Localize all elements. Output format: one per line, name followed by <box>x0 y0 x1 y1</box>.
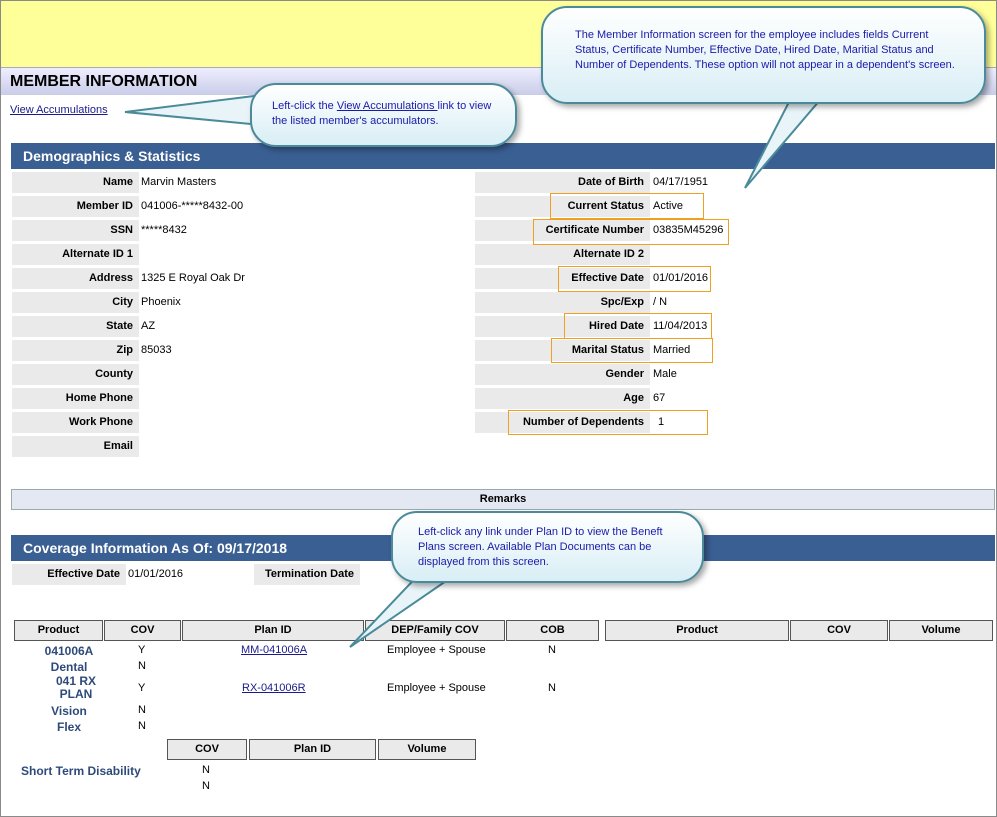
effective-date-value: 01/01/2016 <box>653 272 709 284</box>
age-label: Age <box>475 388 650 409</box>
hired-date-label: Hired Date <box>475 316 650 337</box>
hired-date-value: 11/04/2013 <box>653 320 708 332</box>
state-label: State <box>12 316 139 337</box>
date-of-birth-label: Date of Birth <box>475 172 650 193</box>
plan-link-mm-041006a[interactable]: MM-041006A <box>241 644 308 656</box>
volume-col-header: Volume <box>889 620 993 641</box>
date-of-birth-value: 04/17/1951 <box>653 176 709 188</box>
product-dental: Dental <box>50 660 88 674</box>
gender-label: Gender <box>475 364 650 385</box>
dep-family-cov-col-header: DEP/Family COV <box>365 620 505 641</box>
product-flex: Flex <box>56 720 81 734</box>
accum-callout-link: View Accumulations <box>336 100 438 112</box>
plan-callout: Left-click any link under Plan ID to view the Beneft Plans screen. Available Plan Documents can be displayed from this screen. <box>391 511 704 583</box>
zip-label: Zip <box>12 340 139 361</box>
cov-041-rx-plan: Y <box>138 682 146 694</box>
std-cov-header: COV <box>167 739 247 760</box>
remarks-bar[interactable]: Remarks <box>11 489 995 510</box>
member-id-label: Member ID <box>12 196 139 217</box>
work-phone-label: Work Phone <box>12 412 139 433</box>
name-value: Marvin Masters <box>141 176 217 188</box>
termination-date-label: Termination Date <box>254 564 360 585</box>
std-cov-1: N <box>202 764 210 776</box>
number-of-dependents-label: Number of Dependents <box>475 412 650 433</box>
certificate-number-value: 03835M45296 <box>653 224 724 236</box>
cob-041-rx-plan: N <box>548 682 556 694</box>
alternate-id-2-label: Alternate ID 2 <box>475 244 650 265</box>
cob-col-header: COB <box>506 620 599 641</box>
marital-status-value: Married <box>653 344 691 356</box>
effective-date-label: Effective Date <box>475 268 650 289</box>
spc-exp-value: / N <box>653 296 668 308</box>
marital-status-label: Marital Status <box>475 340 650 361</box>
cob-041006a: N <box>548 644 556 656</box>
current-status-value: Active <box>653 200 683 212</box>
age-value: 67 <box>653 392 666 404</box>
plan-id-col-header: Plan ID <box>182 620 364 641</box>
accumulations-callout <box>250 83 517 147</box>
spc-exp-label: Spc/Exp <box>475 292 650 313</box>
member-callout-pointer <box>745 100 820 188</box>
product-col-header: Product <box>14 620 103 641</box>
number-of-dependents-value: 1 <box>658 416 665 428</box>
std-volume-header: Volume <box>378 739 476 760</box>
cov-vision: N <box>138 704 146 716</box>
state-value: AZ <box>141 320 156 332</box>
page-title: MEMBER INFORMATION <box>10 73 198 90</box>
city-label: City <box>12 292 139 313</box>
product-short-term-disability: Short Term Disability <box>21 764 141 778</box>
dep-041-rx-plan: Employee + Spouse <box>387 682 486 694</box>
view-accumulations-link[interactable]: View Accumulations <box>10 104 108 116</box>
cov-col-header-2: COV <box>790 620 888 641</box>
ssn-value: *****8432 <box>141 224 187 236</box>
gender-value: Male <box>653 368 677 380</box>
email-label: Email <box>12 436 139 457</box>
accum-callout-pointer <box>125 95 262 125</box>
accum-callout-text-pre: Left-click the <box>272 100 337 112</box>
alternate-id-1-label: Alternate ID 1 <box>12 244 139 265</box>
name-label: Name <box>12 172 139 193</box>
plan-link-rx-041006r[interactable]: RX-041006R <box>242 682 306 694</box>
home-phone-label: Home Phone <box>12 388 139 409</box>
accum-callout-text-post: link to view the listed member's accumulators. <box>272 100 492 127</box>
ssn-label: SSN <box>12 220 139 241</box>
member-id-value: 041006-*****8432-00 <box>141 200 244 212</box>
product-041006a: 041006A <box>44 644 94 658</box>
product-041-rx-plan: 041 RX PLAN <box>55 674 97 701</box>
coverage-effective-value: 01/01/2016 <box>128 568 184 580</box>
demographics-header: Demographics & Statistics <box>11 143 995 169</box>
address-label: Address <box>12 268 139 289</box>
coverage-effective-label: Effective Date <box>12 564 126 585</box>
product-col-header-2: Product <box>605 620 789 641</box>
address-value: 1325 E Royal Oak Dr <box>141 272 245 284</box>
current-status-label: Current Status <box>475 196 650 217</box>
product-vision: Vision <box>51 704 87 718</box>
cov-col-header: COV <box>104 620 181 641</box>
cov-041006a: Y <box>138 644 146 656</box>
zip-value: 85033 <box>141 344 172 356</box>
cov-dental: N <box>138 660 146 672</box>
coverage-header: Coverage Information As Of: 09/17/2018 <box>11 535 995 561</box>
county-label: County <box>12 364 139 385</box>
std-plan-id-header: Plan ID <box>249 739 376 760</box>
member-info-callout: The Member Information screen for the employee includes fields Current Status, Certificate Number, Effective Date, Hired Date, Maritial Status and Number of Dependents. These option will not appear in a dependent's screen. <box>541 6 986 104</box>
dep-041006a: Employee + Spouse <box>387 644 486 656</box>
cov-flex: N <box>138 720 146 732</box>
certificate-number-label: Certificate Number <box>475 220 650 241</box>
std-cov-2: N <box>202 780 210 792</box>
city-value: Phoenix <box>141 296 181 308</box>
